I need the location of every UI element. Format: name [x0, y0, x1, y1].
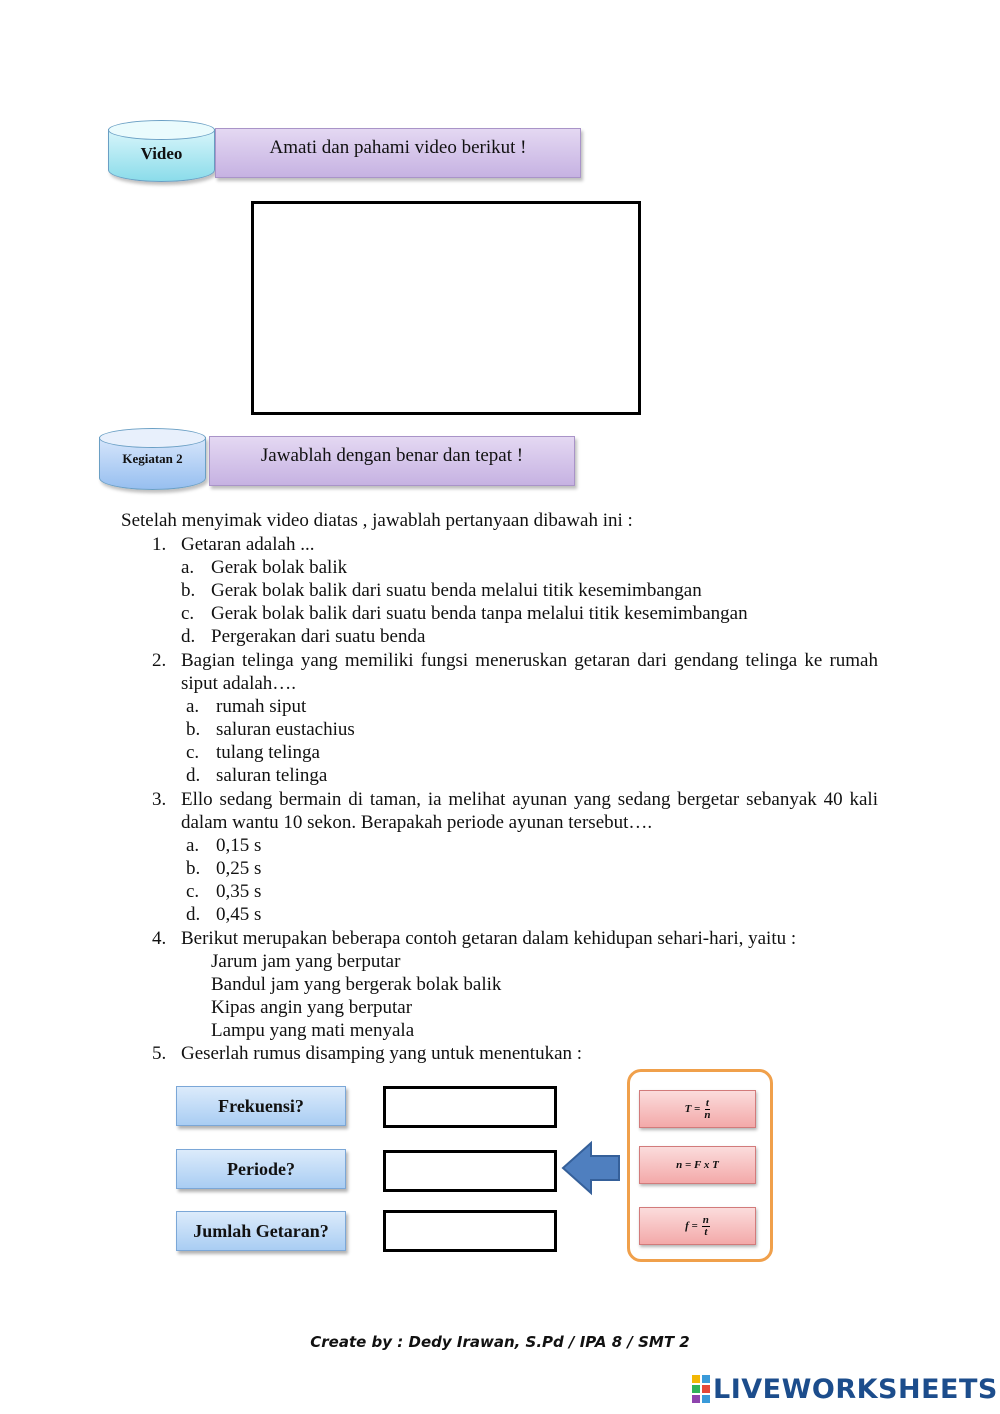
option-text: rumah siput [216, 696, 307, 717]
logo-icon [692, 1375, 710, 1403]
label-jumlah-getaran: Jumlah Getaran? [176, 1211, 346, 1251]
formula-fraction [702, 1215, 710, 1238]
option-letter: a. [181, 557, 195, 578]
formula-lhs: f = [685, 1220, 698, 1232]
formula-period[interactable] [639, 1090, 756, 1128]
option-text: 0,35 s [216, 881, 262, 902]
video-instruction-text: Amati dan pahami video berikut ! [269, 137, 527, 158]
activity-instruction-banner [209, 436, 575, 486]
formula-frequency[interactable] [639, 1207, 756, 1245]
example-text: Lampu yang mati menyala [211, 1020, 415, 1041]
question-text: Getaran adalah ... [181, 534, 315, 555]
question-text: Bagian telinga yang memiliki fungsi meneruskan getaran dari gendang telinga ke rumah siput adalah…. [181, 650, 878, 694]
question-number: 1. [152, 534, 167, 555]
fraction-numerator: n [702, 1213, 709, 1226]
option-text: saluran telinga [216, 765, 328, 786]
option-text: 0,25 s [216, 858, 262, 879]
formula-lhs: T = [684, 1103, 701, 1115]
option-text: Gerak bolak balik [211, 557, 348, 578]
activity-tag-label: Kegiatan 2 [122, 451, 183, 466]
arrow-left-icon [560, 1140, 622, 1196]
question-text: Geserlah rumus disamping yang untuk menentukan : [181, 1043, 583, 1064]
footer-credit: Create by : Dedy Irawan, S.Pd / IPA 8 / SMT 2 [310, 1333, 690, 1351]
option-text: tulang telinga [216, 742, 320, 763]
formula-vibrations[interactable] [639, 1146, 756, 1184]
option-text: saluran eustachius [216, 719, 355, 740]
option-text: 0,45 s [216, 904, 262, 925]
question-number: 2. [152, 650, 167, 671]
option-letter: c. [181, 603, 195, 624]
option-text: Pergerakan dari suatu benda [211, 626, 426, 647]
activity-tag [99, 428, 206, 490]
question-number: 4. [152, 928, 167, 949]
question-text: Ello sedang bermain di taman, ia melihat ayunan yang sedang bergetar sebanyak 40 kali dalam wantu 10 sekon. Berapakah periode ayunan tersebut…. [181, 789, 878, 833]
option-letter: d. [186, 904, 201, 925]
option-letter: c. [186, 881, 200, 902]
formula-fraction [704, 1098, 710, 1121]
example-text: Bandul jam yang bergerak bolak balik [211, 974, 502, 995]
drop-zone-jumlah-getaran[interactable] [383, 1210, 557, 1252]
example-text: Jarum jam yang berputar [211, 951, 401, 972]
question-number: 3. [152, 789, 167, 810]
intro-text: Setelah menyimak video diatas , jawablah pertanyaan dibawah ini : [121, 510, 633, 531]
label-frekuensi: Frekuensi? [176, 1086, 346, 1126]
fraction-numerator: t [705, 1096, 709, 1109]
drop-zone-frekuensi[interactable] [383, 1086, 557, 1128]
formula-expression: n = F x T [676, 1159, 719, 1171]
option-letter: d. [186, 765, 201, 786]
fraction-denominator: n [704, 1108, 711, 1121]
fraction-denominator: t [704, 1225, 708, 1238]
video-tag [108, 120, 215, 182]
option-letter: b. [186, 858, 201, 879]
example-text: Kipas angin yang berputar [211, 997, 413, 1018]
option-letter: b. [186, 719, 201, 740]
video-player[interactable] [251, 201, 641, 415]
liveworksheets-logo [692, 1372, 998, 1406]
video-instruction-banner [215, 128, 581, 178]
label-periode: Periode? [176, 1149, 346, 1189]
drop-zone-periode[interactable] [383, 1150, 557, 1192]
option-letter: c. [186, 742, 200, 763]
brand-name: LIVEWORKSHEETS [713, 1373, 998, 1405]
option-letter: a. [186, 835, 200, 856]
video-tag-label: Video [140, 144, 183, 163]
activity-instruction-text: Jawablah dengan benar dan tepat ! [260, 445, 524, 466]
question-number: 5. [152, 1043, 167, 1064]
option-text: Gerak bolak balik dari suatu benda melalui titik kesemimbangan [211, 580, 702, 601]
option-text: 0,15 s [216, 835, 262, 856]
question-text: Berikut merupakan beberapa contoh getaran dalam kehidupan sehari-hari, yaitu : [181, 928, 797, 949]
option-letter: a. [186, 696, 200, 717]
option-letter: b. [181, 580, 196, 601]
option-letter: d. [181, 626, 196, 647]
option-text: Gerak bolak balik dari suatu benda tanpa melalui titik kesemimbangan [211, 603, 748, 624]
